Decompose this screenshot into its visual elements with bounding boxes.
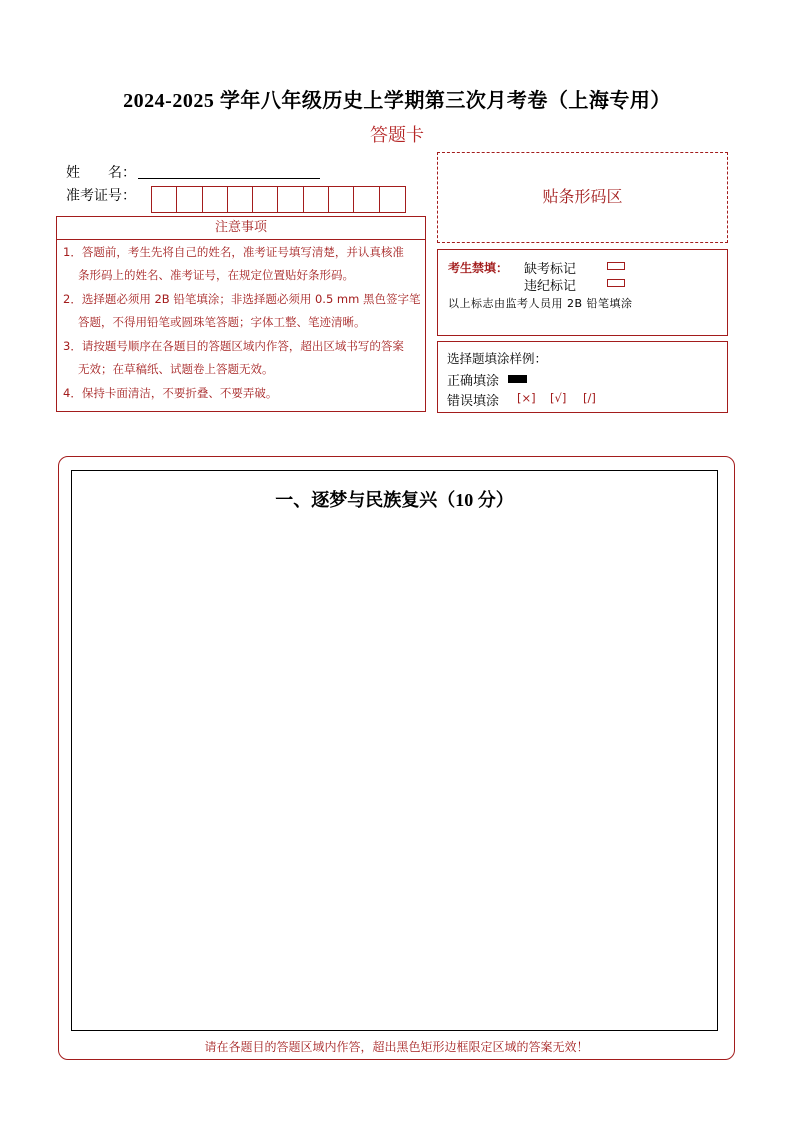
notice-item: 无效；在草稿纸、试题卷上答题无效。 — [78, 362, 274, 376]
id-digit-box[interactable] — [278, 187, 303, 212]
wrong-mark-slash: [/] — [583, 391, 596, 405]
notice-box — [56, 216, 426, 412]
wrong-fill-label: 错误填涂 — [447, 394, 500, 409]
id-digit-box[interactable] — [354, 187, 379, 212]
notice-item: 条形码上的姓名、准考证号，在规定位置贴好条形码。 — [78, 268, 354, 282]
notice-item: 3．请按题号顺序在各题目的答题区域内作答，超出区域书写的答案 — [63, 339, 404, 353]
correct-fill-label: 正确填涂 — [447, 374, 500, 389]
id-digit-box[interactable] — [228, 187, 253, 212]
fill-example-box — [437, 341, 728, 413]
absent-label: 缺考标记 — [524, 262, 577, 277]
notice-item: 4．保持卡面清洁，不要折叠、不要弄破。 — [63, 386, 278, 400]
answer-area[interactable] — [71, 470, 718, 1031]
exam-id-label: 准考证号： — [66, 188, 136, 204]
notice-item: 1．答题前，考生先将自己的姓名，准考证号填写清楚，并认真核准 — [63, 245, 404, 259]
correct-fill-mark — [508, 375, 527, 383]
answer-area-warning: 请在各题目的答题区域内作答，超出黑色矩形边框限定区域的答案无效！ — [204, 1040, 589, 1054]
notice-item: 2．选择题必须用 2B 铅笔填涂；非选择题必须用 0.5 mm 黑色签字笔 — [63, 292, 421, 306]
exam-title: 2024-2025 学年八年级历史上学期第三次月考卷（上海专用） — [123, 90, 671, 112]
barcode-area[interactable]: 贴条形码区 — [437, 152, 728, 243]
violation-mark-box[interactable] — [607, 279, 625, 287]
exam-id-boxes[interactable] — [151, 186, 406, 213]
name-label: 姓 名： — [66, 165, 136, 181]
notice-item: 答题，不得用铅笔或圆珠笔答题；字体工整、笔迹清晰。 — [78, 315, 366, 329]
notice-heading: 注意事项 — [57, 217, 425, 240]
name-field[interactable] — [138, 178, 320, 179]
section-title: 一、逐梦与民族复兴（10 分） — [275, 490, 514, 510]
id-digit-box[interactable] — [177, 187, 202, 212]
id-digit-box[interactable] — [152, 187, 177, 212]
prohibited-box — [437, 249, 728, 336]
id-digit-box[interactable] — [253, 187, 278, 212]
fill-example-heading: 选择题填涂样例： — [447, 351, 548, 366]
wrong-mark-check: [√] — [550, 391, 567, 405]
absent-mark-box[interactable] — [607, 262, 625, 270]
id-digit-box[interactable] — [329, 187, 354, 212]
wrong-mark-cross: [×] — [517, 391, 536, 405]
proctor-note: 以上标志由监考人员用 2B 铅笔填涂 — [448, 297, 633, 310]
id-digit-box[interactable] — [203, 187, 228, 212]
answer-sheet-label: 答题卡 — [370, 125, 424, 145]
id-digit-box[interactable] — [380, 187, 405, 212]
prohibited-label: 考生禁填： — [448, 261, 509, 275]
id-digit-box[interactable] — [304, 187, 329, 212]
violation-label: 违纪标记 — [524, 279, 577, 294]
